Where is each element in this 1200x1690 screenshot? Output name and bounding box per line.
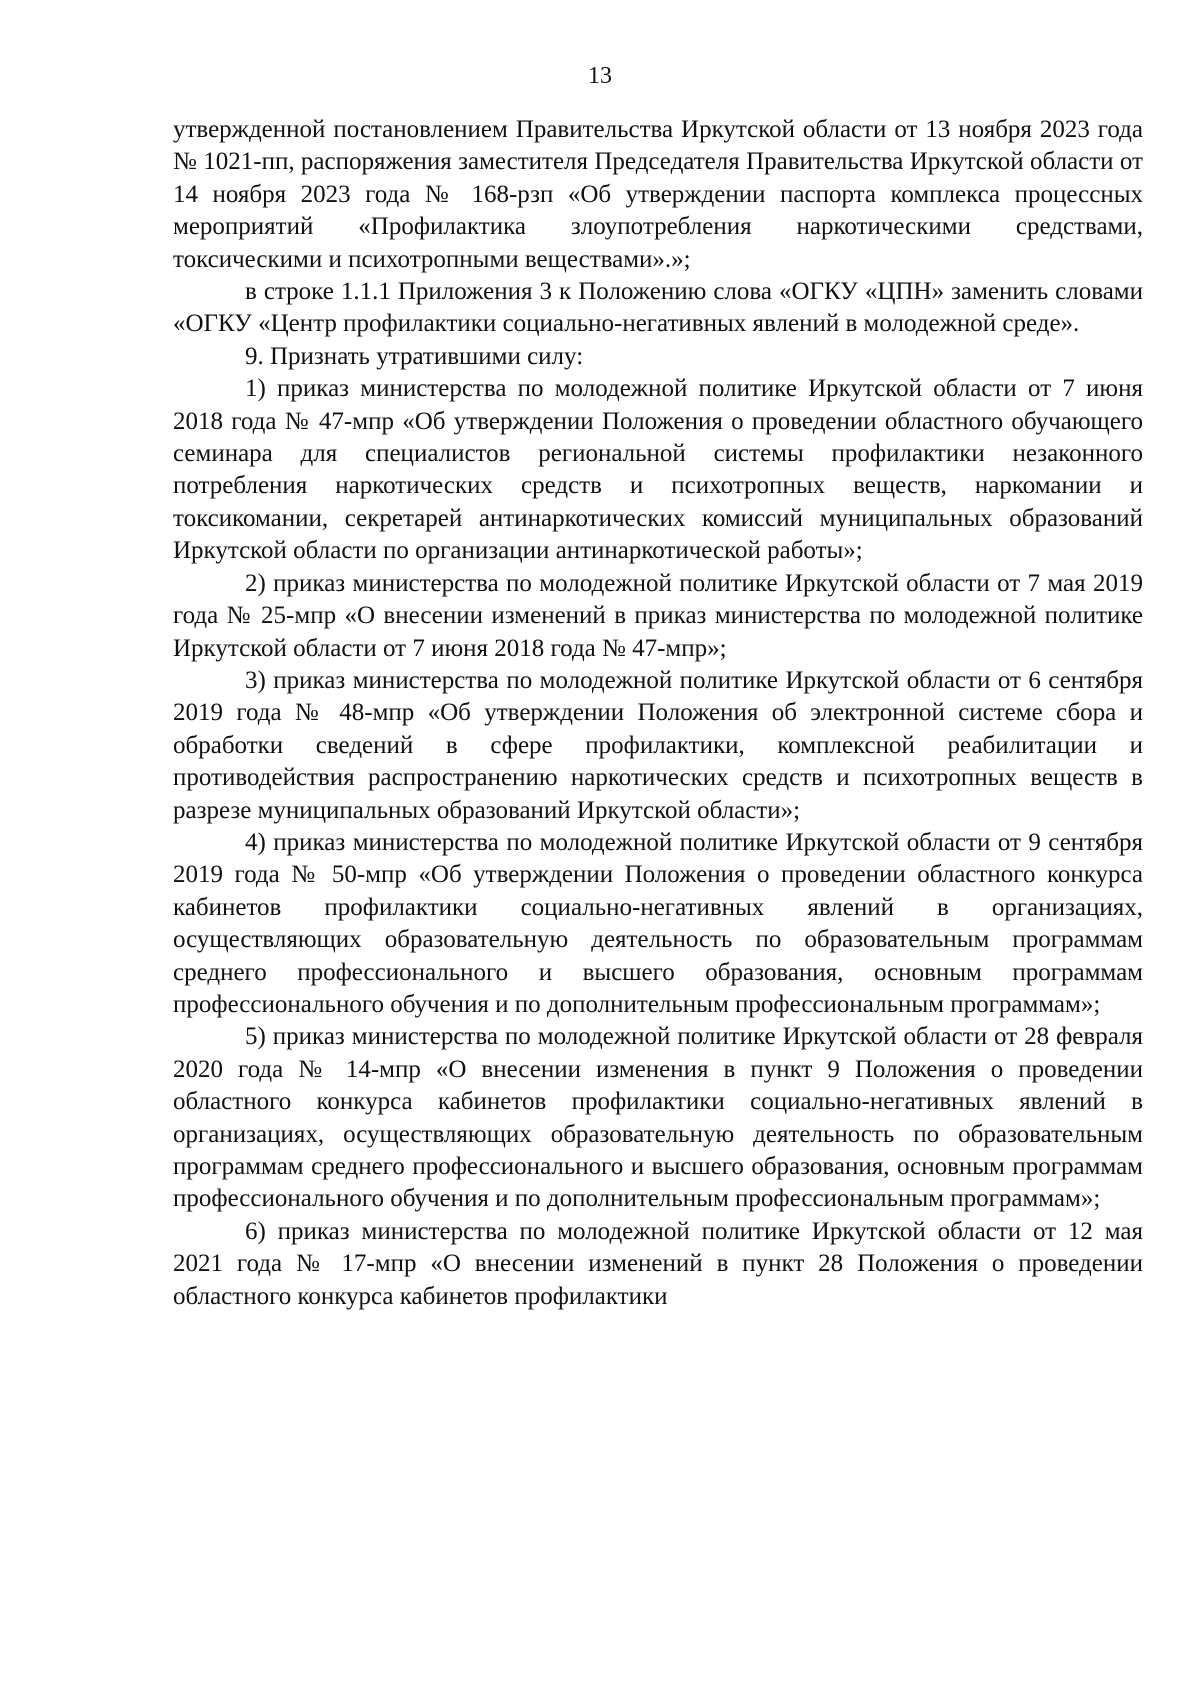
paragraph-item-9-heading: 9. Признать утратившими силу: [245, 342, 584, 370]
paragraph-continuation: утвержденной постановлением Правительства Иркутской области от 13 ноября 2023 года № 1021-пп, распоряжения заместителя Председателя Правительства Иркутской области от 14 ноября 2023 года № 168-рзп «Об утверждении паспорта комплекса процессных мероприятий «Профилактика злоупотребления наркотическими средствами, токсическими и психотропными веществами».»; [173, 116, 1143, 273]
page-number: 13 [588, 63, 612, 89]
paragraph-subitem-4: 4) приказ министерства по молодежной политике Иркутской области от 9 сентября 2019 года № 50-мпр «Об утверждении Положения о проведении областного конкурса кабинетов профилактики социально-негативных явлений в организациях, осуществляющих образовательную деятельность по образовательным программам среднего профессионального и высшего образования, основным программам профессионального обучения и по дополнительным профессиональным программам»; [173, 828, 1143, 1018]
document-body [173, 114, 1143, 1313]
paragraph-subitem-6: 6) приказ министерства по молодежной политике Иркутской области от 12 мая 2021 года № 17-мпр «О внесении изменений в пункт 28 Положения о проведении областного конкурса кабинетов профилактики [173, 1217, 1143, 1310]
paragraph-replacement-clause: в строке 1.1.1 Приложения 3 к Положению слова «ОГКУ «ЦПН» заменить словами «ОГКУ «Центр профилактики социально-негативных явлений в молодежной среде». [173, 278, 1143, 338]
paragraph-subitem-5: 5) приказ министерства по молодежной политике Иркутской области от 28 февраля 2020 года № 14-мпр «О внесении изменения в пункт 9 Положения о проведении областного конкурса кабинетов профилактики социально-негативных явлений в организациях, осуществляющих образовательную деятельность по образовательным программам среднего профессионального и высшего образования, основным программам профессионального обучения и по дополнительным профессиональным программам»; [173, 1023, 1143, 1213]
paragraph-subitem-1: 1) приказ министерства по молодежной политике Иркутской области от 7 июня 2018 года № 47-мпр «Об утверждении Положения о проведении областного обучающего семинара для специалистов региональной системы профилактики незаконного потребления наркотических средств и психотропных веществ, наркомании и токсикомании, секретарей антинаркотических комиссий муниципальных образований Иркутской области по организации антинаркотической работы»; [173, 375, 1143, 565]
paragraph-subitem-2: 2) приказ министерства по молодежной политике Иркутской области от 7 мая 2019 года № 25-мпр «О внесении изменений в приказ министерства по молодежной политике Иркутской области от 7 июня 2018 года № 47-мпр»; [173, 569, 1143, 662]
paragraph-subitem-3: 3) приказ министерства по молодежной политике Иркутской области от 6 сентября 2019 года № 48-мпр «Об утверждении Положения об электронной системе сбора и обработки сведений в сфере профилактики, комплексной реабилитации и противодействия распространению наркотических средств и психотропных веществ в разрезе муниципальных образований Иркутской области»; [173, 666, 1143, 824]
